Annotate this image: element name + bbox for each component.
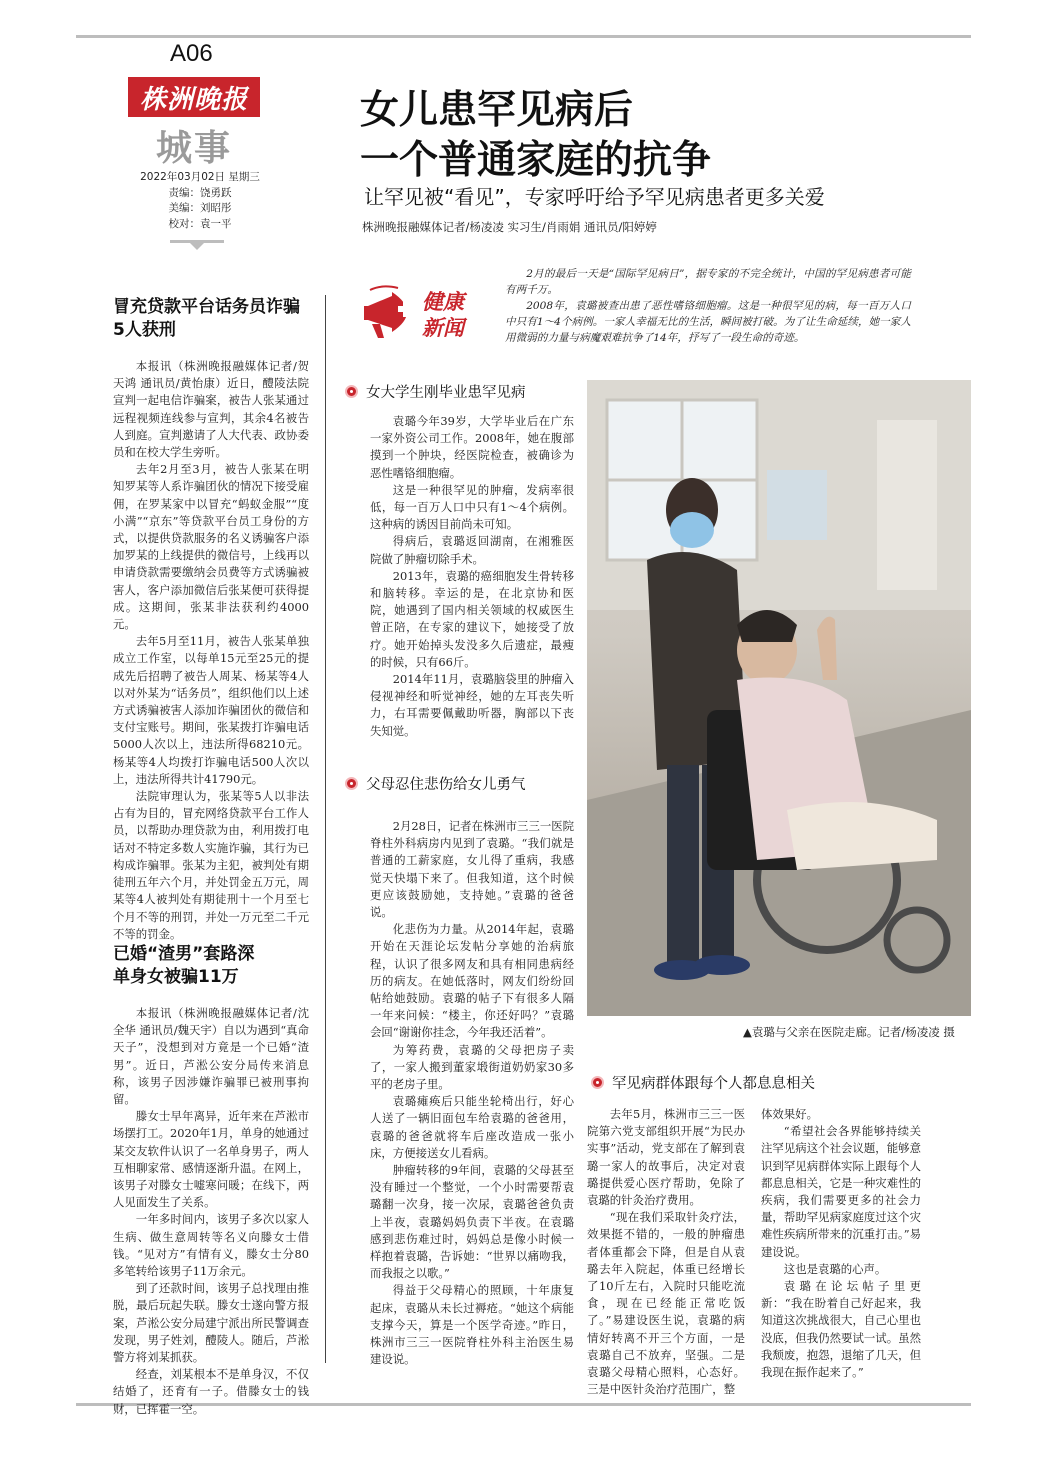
article-photo: [587, 380, 971, 1016]
bullet-icon: [591, 1076, 604, 1089]
top-rule: [76, 35, 971, 38]
section-3-paragraph: 体效果好。: [761, 1107, 818, 1121]
lead-paragraph: 2月的最后一天是“国际罕见病日”，据专家的不完全统计，中国的罕见病患者可能有两千万。: [505, 268, 911, 296]
section-2-paragraph: 化悲伤为力量。从2014年起，袁璐开始在天涯论坛发帖分享她的治病旅程，认识了很多网友和具有相同患病经历的病友。在她低落时，网友们纷纷回帖给她鼓励。袁璐的帖子下有很多人隔一年来问候：“楼主，你还好吗？”袁璐会回“谢谢你挂念，今年我还活着”。: [370, 922, 574, 1040]
section-1-paragraph: 袁璐今年39岁，大学毕业后在广东一家外资公司工作。2008年，她在腹部摸到一个肿块，经医院检查，被确诊为恶性嗜铬细胞瘤。: [370, 414, 574, 480]
main-title-line2: 一个普通家庭的抗争: [360, 138, 712, 183]
section-1-paragraph: 得病后，袁璐返回湖南，在湘雅医院做了肿瘤切除手术。: [370, 534, 574, 566]
section-2-heading-text: 父母忍住悲伤给女儿勇气: [366, 777, 526, 793]
lead-text: [505, 266, 911, 366]
proofreader-credit: 校对：袁一平: [168, 217, 232, 230]
editor-credit: 责编：饶勇跃: [168, 186, 232, 199]
side-story-2-paragraph: 本报讯（株洲晚报融媒体记者/沈全华 通讯员/魏天宇）自以为遇到“真命天子”，没想到对方竟是一个已婚“渣男”。近日，芦淞公安分局传来消息称，该男子因涉嫌诈骗罪已被刑事拘留。: [113, 1006, 309, 1107]
section-2-paragraph: 为筹药费，袁璐的父母把房子卖了，一家人搬到董家塅街道奶奶家30多平的老房子里。: [370, 1042, 574, 1092]
side-story-1-paragraph: 去年5月至11月，被告人张某单独成立工作室，以每单15元至25元的提成先后招聘了被告人周某、杨某等4人以对外某为“话务员”，组织他们以上述方式诱骗被害人添加诈骗团伙的微信和支付宝账号。期间，张某拨打诈骗电话5000人次以上，违法所得68210元。杨某等4人均拨打诈骗电话500人次以上，违法所得共计41790元。: [113, 634, 309, 786]
section-1-paragraph: 2014年11月，袁璐脑袋里的肿瘤入侵视神经和听觉神经，她的左耳丧失听力，右耳需要佩戴助听器，胸部以下丧失知觉。: [370, 672, 574, 738]
issue-date: 2022年03月02日 星期三: [140, 171, 260, 183]
side-story-2-paragraph: 到了还款时间，该男子总找理由推脱，最后玩起失联。滕女士遂向警方报案，芦淞公安分局建宁派出所民警调查发现，男子姓刘，醴陵人。随后，芦淞警方将刘某抓获。: [113, 1281, 309, 1365]
side-story-1-title-line2: 5人获刑: [113, 320, 176, 340]
section-3-body-col1: [587, 1106, 745, 1397]
section-2-heading: [345, 773, 526, 794]
section-2-paragraph: 2月28日，记者在株洲市三三一医院脊柱外科病房内见到了袁璐。“我们就是普通的工薪家庭，女儿得了重病，我感觉天快塌下来了。但我知道，这个时候更应该鼓励她，支持她。”袁璐的爸爸说。: [370, 819, 575, 920]
side-story-1-paragraph: 法院审理认为，张某等5人以非法占有为目的，冒充网络贷款平台工作人员，以帮助办理贷款为由，利用拨打电话对不特定多数人实施诈骗，其行为已构成诈骗罪。张某为主犯，被判处有期徒刑五年六个月，并处罚金五万元，周某等4人被判处有期徒刑十一个月至七个月不等的刑罚，并处一万元至二千元不等的罚金。: [113, 789, 309, 941]
section-1-heading: [345, 381, 526, 402]
side-story-2-title-line1: 已婚“渣男”套路深: [113, 944, 255, 964]
lead-paragraph: 2008年，袁璐被查出患了恶性嗜铬细胞瘤。这是一种很罕见的病，每一百万人口中只有1～4个病例。一家人幸福无比的生活，瞬间被打破。为了让生命延续，她一家人用微弱的力量与病魔艰难抗争了14年，抒写了一段生命的奇迹。: [505, 300, 911, 344]
side-story-1: [113, 296, 309, 941]
side-story-2-title-line2: 单身女被骗11万: [113, 967, 239, 987]
section-2-paragraph: 袁璐瘫痪后只能坐轮椅出行，好心人送了一辆旧面包车给袁璐的爸爸用，袁璐的爸爸就将车后座改造成一张小床，方便接送女儿看病。: [370, 1094, 574, 1160]
photo-illustration: [587, 380, 971, 1016]
section-1-paragraph: 2013年，袁璐的癌细胞发生骨转移和脑转移。幸运的是，在北京协和医院，她遇到了国内相关领域的权威医生曾正陪，在专家的建议下，她接受了放疗。她开始掉头发没多久后遗症，最瘦的时候，只有66斤。: [370, 568, 574, 669]
section-1-paragraph: 这是一种很罕见的肿瘤，发病率很低，每一百万人口中只有1～4个病例。这种病的诱因目前尚未可知。: [370, 482, 574, 532]
section-3-paragraph: “希望社会各界能够持续关注罕见病这个社会议题，能够意识到罕见病群体实际上跟每个人都息息相关，它是一种灾难性的疾病，我们需要更多的社会力量，帮助罕见病家庭度过这个灾难性疾病所带来的沉重打击。”易建设说。: [761, 1124, 921, 1259]
side-story-2-paragraph: 滕女士早年离异，近年来在芦淞市场摆打工。2020年1月，单身的她通过某交友软件认识了一名单身男子，两人互相聊家常、感情逐渐升温。在网上，该男子对滕女士嘘寒问暖；在线下，两人见面发生了关系。: [113, 1109, 309, 1210]
designer-credit: 美编：刘昭彤: [168, 202, 232, 214]
main-subtitle: 让罕见被“看见”，专家呼吁给予罕见病患者更多关爱: [364, 185, 825, 209]
section-3-paragraph: 这也是袁璐的心声。: [783, 1261, 887, 1276]
section-3-paragraph: “现在我们采取针灸疗法，效果挺不错的，一般的肿瘤患者体重都会下降，但是自从袁璐去年入院起，体重已经增长了10斤左右，入院时只能吃流食，现在已经能正常吃饭了。”易建设医生说，袁璐的病情好转离不开三个方面，一是袁璐自己不放弃，坚强。二是袁璐父母精心照料，心态好。三是中医针灸治疗范围广，整: [587, 1210, 745, 1397]
section-2-body: [370, 818, 574, 1366]
side-story-2-paragraph: 经查，刘某根本不是单身汉，不仅结婚了，还育有一子。借滕女士的钱财，已挥霍一空。: [113, 1367, 309, 1416]
bullet-icon: [345, 777, 358, 790]
side-story-2-paragraph: 一年多时间内，该男子多次以家人生病、做生意周转等名义向滕女士借钱。“见对方”有情有义，滕女士分80多笔转给该男子11万余元。: [113, 1212, 309, 1279]
side-story-1-paragraph: 本报讯（株洲晚报融媒体记者/贺天鸿 通讯员/黄怡康）近日，醴陵法院宣判一起电信诈骗案，被告人张某通过远程视频连线参与宣判，其余4名被告人到庭。宣判邀请了人大代表、政协委员和在校大学生旁听。: [113, 359, 309, 460]
section-3-paragraph: 袁璐在论坛帖子里更新：“我在盼着自己好起来，我知道这次挑战很大，自己心里也没底，但我仍然要试一试。虽然我颓废，抱怨，退缩了几天，但我现在振作起来了。”: [761, 1279, 921, 1380]
masthead-underline-tip: [190, 243, 204, 250]
paper-logo-text: 株洲晚报: [139, 84, 248, 115]
section-3-heading-text: 罕见病群体跟每个人都息息相关: [612, 1076, 815, 1092]
column-divider: [325, 295, 326, 1363]
paper-logo: [128, 77, 260, 117]
section-2-paragraph: 得益于父母精心的照顾，十年康复起床，袁璐从未长过褥疮。“她这个病能支撑今天，算是一个医学奇迹。”昨日，株洲市三三一医院脊柱外科主治医生易建设说。: [370, 1283, 574, 1367]
section-name: 城事: [156, 127, 233, 169]
section-3-heading: [591, 1072, 815, 1093]
badge-text-line2: 新闻: [422, 316, 464, 340]
side-story-1-title-line1: 冒充贷款平台话务员诈骗: [113, 297, 300, 317]
photo-caption: ▲袁璐与父亲在医院走廊。记者/杨凌凌 摄: [743, 1025, 955, 1039]
badge-text-line1: 健康: [422, 290, 464, 314]
section-1-heading-text: 女大学生刚毕业患罕见病: [366, 385, 526, 401]
section-3-body-col2: [761, 1106, 921, 1378]
masthead-info: [120, 170, 280, 232]
page-number: A06: [170, 40, 213, 67]
side-story-2: [113, 943, 309, 1416]
side-story-1-paragraph: 去年2月至3月，被告人张某在明知罗某等人系诈骗团伙的情况下接受雇佣，在罗某家中以冒充“蚂蚁金服”“度小满”“京东”等贷款平台员工身份的方式，以提供贷款服务的名义诱骗客户添加罗某的上线提供的微信号，上线再以申请贷款需要缴纳会员费等方式诱骗被害人，客户添加微信后张某便可获得提成。这期间，张某非法获利约4000元。: [113, 462, 309, 632]
main-byline: 株洲晚报融媒体记者/杨凌凌 实习生/肖雨娟 通讯员/阳婷婷: [362, 220, 657, 234]
main-title-line1: 女儿患罕见病后: [360, 88, 634, 133]
health-news-badge: [362, 282, 492, 344]
bullet-icon: [345, 385, 358, 398]
section-1-body: [370, 413, 574, 771]
section-3-paragraph: 去年5月，株洲市三三一医院第六党支部组织开展“为民办实事”活动，党支部在了解到袁璐一家人的故事后，决定对袁璐提供爱心医疗帮助，免除了袁璐的针灸治疗费用。: [587, 1107, 745, 1208]
section-2-paragraph: 肿瘤转移的9年间，袁璐的父母甚至没有睡过一个整觉，一个小时需要帮袁璐翻一次身，接一次尿，袁璐爸爸负责上半夜，袁璐妈妈负责下半夜。在袁璐感到悲伤难过时，妈妈总是像小时候一样抱着袁璐，告诉她：“世界以痛吻我，而我报之以歌。”: [370, 1163, 574, 1281]
